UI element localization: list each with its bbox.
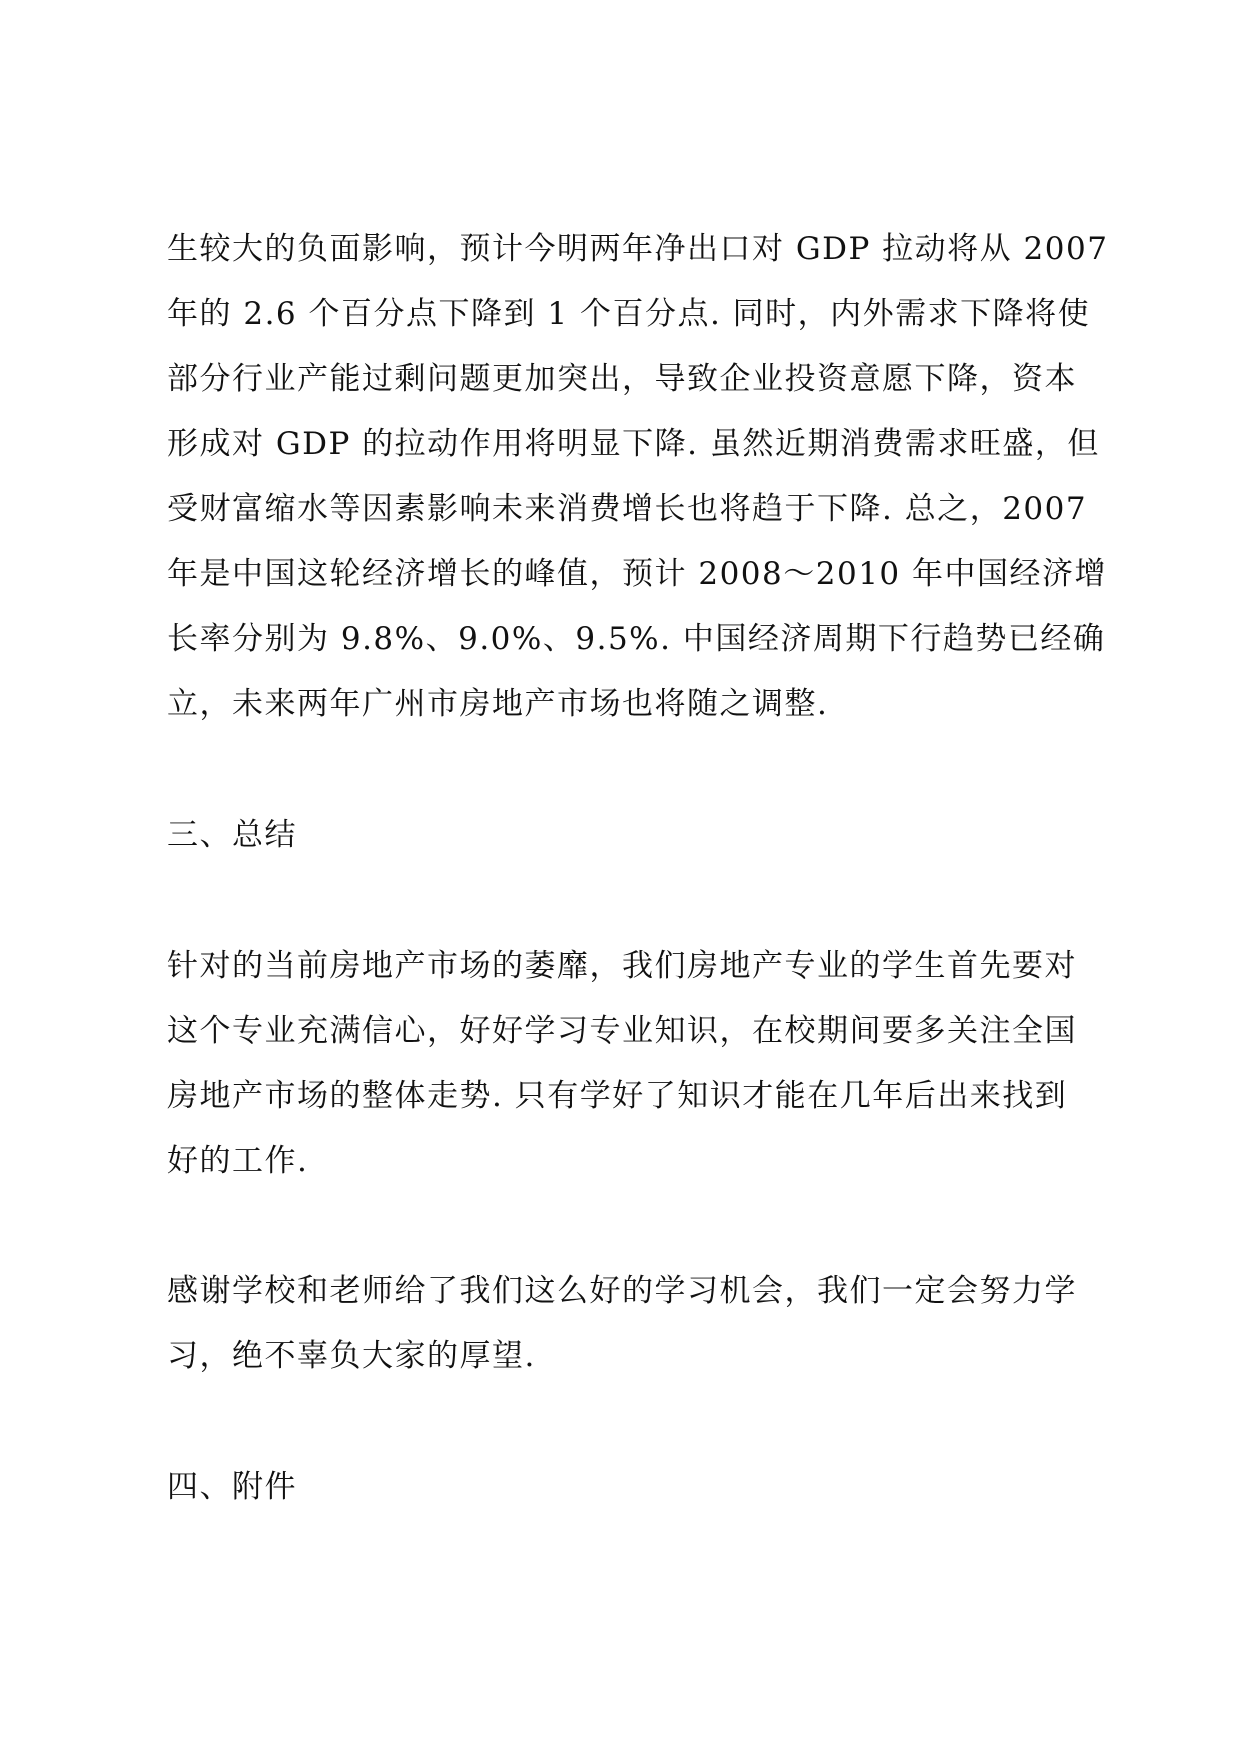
section-heading-summary: 三、总结 xyxy=(167,817,297,853)
paragraph-2-line-4: 好的工作. xyxy=(167,1143,309,1179)
paragraph-1-line-7: 长率分别为 9.8%、9.0%、9.5%. 中国经济周期下行趋势已经确 xyxy=(167,621,1106,657)
paragraph-3-line-1: 感谢学校和老师给了我们这么好的学习机会，我们一定会努力学 xyxy=(167,1273,1077,1309)
paragraph-3-line-2: 习，绝不辜负大家的厚望. xyxy=(167,1338,536,1374)
paragraph-1-line-2: 年的 2.6 个百分点下降到 1 个百分点. 同时，内外需求下降将使 xyxy=(167,296,1091,332)
paragraph-2-line-3: 房地产市场的整体走势. 只有学好了知识才能在几年后出来找到 xyxy=(167,1078,1068,1114)
paragraph-1-line-3: 部分行业产能过剩问题更加突出，导致企业投资意愿下降，资本 xyxy=(167,361,1077,397)
paragraph-2-line-1: 针对的当前房地产市场的萎靡，我们房地产专业的学生首先要对 xyxy=(167,948,1077,984)
paragraph-1-line-5: 受财富缩水等因素影响未来消费增长也将趋于下降. 总之，2007 xyxy=(167,491,1088,527)
paragraph-1-line-4: 形成对 GDP 的拉动作用将明显下降. 虽然近期消费需求旺盛，但 xyxy=(167,426,1100,462)
paragraph-2-line-2: 这个专业充满信心，好好学习专业知识，在校期间要多关注全国 xyxy=(167,1013,1077,1049)
paragraph-1-line-8: 立，未来两年广州市房地产市场也将随之调整. xyxy=(167,686,829,722)
section-heading-attachments: 四、附件 xyxy=(167,1469,297,1505)
paragraph-1-line-1: 生较大的负面影响，预计今明两年净出口对 GDP 拉动将从 2007 xyxy=(167,231,1109,267)
paragraph-1-line-6: 年是中国这轮经济增长的峰值，预计 2008～2010 年中国经济增 xyxy=(167,556,1107,592)
